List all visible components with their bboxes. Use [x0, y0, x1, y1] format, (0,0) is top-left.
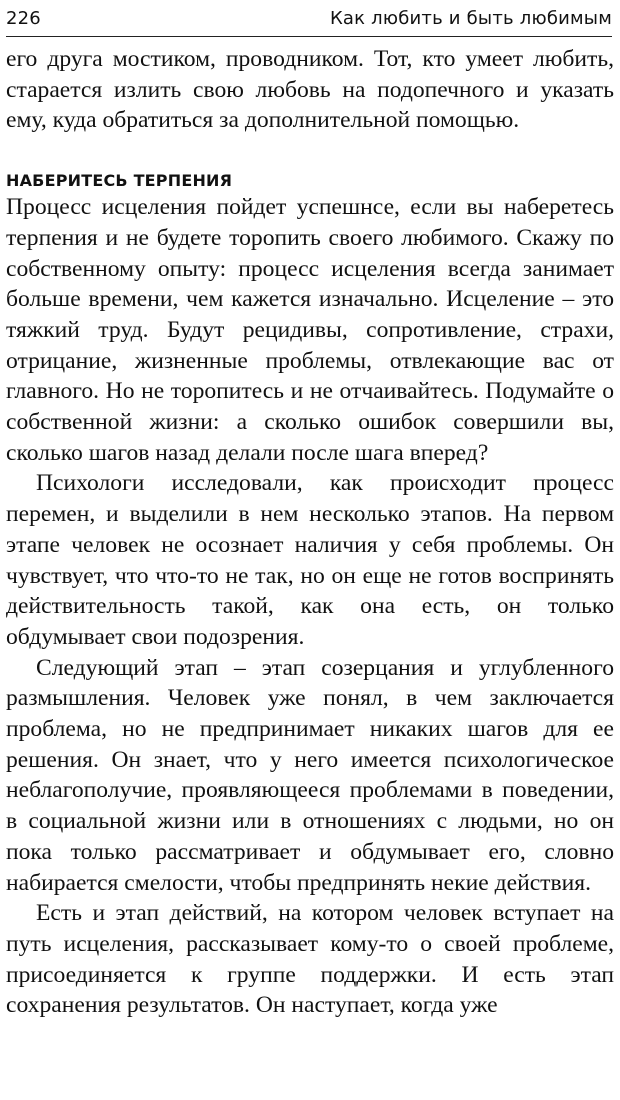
paragraph: Процесс исцеления пойдет успешнсе, если вы наберетесь терпения и не будете торопить своего любимого. Скажу по собственному опыту: процесс исцеления всегда занимает больше времени, чем кажется изначально. Исцеление – это тяжкий труд. Будут рецидивы, сопротивление, страхи, отрицание, жизненные проблемы, отвлекающие вас от главного. Но не торопитесь и не отчаивайтесь. Подумайте о собственной жизни: а сколько ошибок совершили вы, сколько шагов назад делали после шага вперед?	[6, 194, 614, 466]
paragraph-continued: его друга мостиком, проводником. Тот, кто умеет любить, старается излить свою любовь на подопечного и указать ему, куда обратиться за дополнительной помощью.	[6, 46, 614, 134]
running-title: Как любить и быть любимым	[329, 8, 612, 29]
page-body	[6, 44, 614, 1021]
paragraph: Психологи исследовали, как происходит процесс перемен, и выделили в нем несколько этапов. На первом этапе человек не осознает наличия у себя проблемы. Он чувствует, что что-то не так, но он еще не готов воспринять действительность такой, как она есть, он только обдумывает свои подозрения.	[6, 470, 614, 650]
page-header	[6, 4, 612, 36]
paragraph: Следующий этап – этап созерцания и углубленного размышления. Человек уже понял, в чем заключается проблема, но не предпринимает никаких шагов для ее решения. Он знает, что у него имеется психологическое неблагополучие, проявляющееся проблемами в поведении, в социальной жизни или в отношениях с людьми, но он пока только рассматривает и обдумывает его, словно набирается смелости, чтобы предпринять некие действия.	[6, 654, 614, 896]
section-heading: НАБЕРИТЕСЬ ТЕРПЕНИЯ	[6, 171, 233, 191]
page-number: 226	[6, 8, 41, 29]
header-rule	[6, 36, 612, 37]
paragraph: Есть и этап действий, на котором человек вступает на путь исцеления, рассказывает кому-то о своей проблеме, присоединяется к группе поддержки. И есть этап сохранения результатов. Он наступает, когда уже	[6, 900, 614, 1019]
